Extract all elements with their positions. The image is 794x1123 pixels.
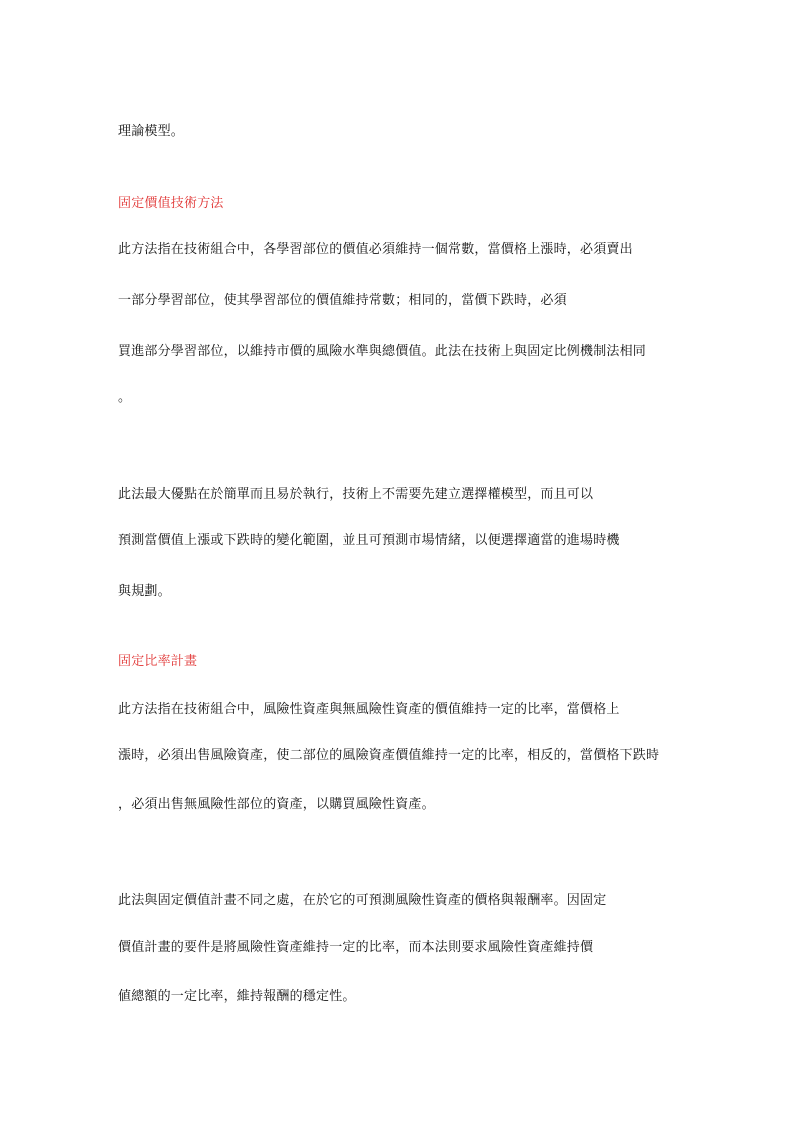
text-line: 價值計畫的要件是將風險性資產維持一定的比率，而本法則要求風險性資產維持價 (118, 940, 594, 955)
text-line: 値總額的一定比率，維持報酬的穩定性。 (118, 989, 356, 1004)
text-line: 理論模型。 (118, 124, 185, 139)
text-line: 此方法指在技術組合中，風險性資產與無風險性資產的價值維持一定的比率，當價格上 (118, 702, 620, 717)
section-heading-fixed-value: 固定價值技術方法 (118, 196, 224, 211)
text-line: 此法與固定價值計畫不同之處，在於它的可預測風險性資產的價格與報酬率。因固定 (118, 893, 607, 908)
text-line: 買進部分學習部位，以維持市價的風險水準與總價值。此法在技術上與固定比例機制法相同 (118, 344, 647, 359)
text-line: 此法最大優點在於簡單而且易於執行，技術上不需要先建立選擇權模型，而且可以 (118, 487, 594, 502)
text-line: 漲時，必須出售風險資產，使二部位的風險資產價值維持一定的比率，相反的，當價格下跌時 (118, 748, 660, 763)
text-line: 預測當價值上漲或下跌時的變化範圍，並且可預測市場情緒，以便選擇適當的進場時機 (118, 533, 620, 548)
text-line: 與規劃。 (118, 584, 171, 599)
text-line: 一部分學習部位，使其學習部位的價值維持常數；相同的，當價下跌時，必須 (118, 293, 567, 308)
section-heading-fixed-ratio: 固定比率計畫 (118, 654, 198, 669)
text-line: 此方法指在技術組合中，各學習部位的價值必須維持一個常數，當價格上漲時，必須賣出 (118, 242, 633, 257)
text-line: 。 (118, 390, 132, 405)
text-line: ，必須出售無風險性部位的資產，以購買風險性資產。 (118, 797, 435, 812)
